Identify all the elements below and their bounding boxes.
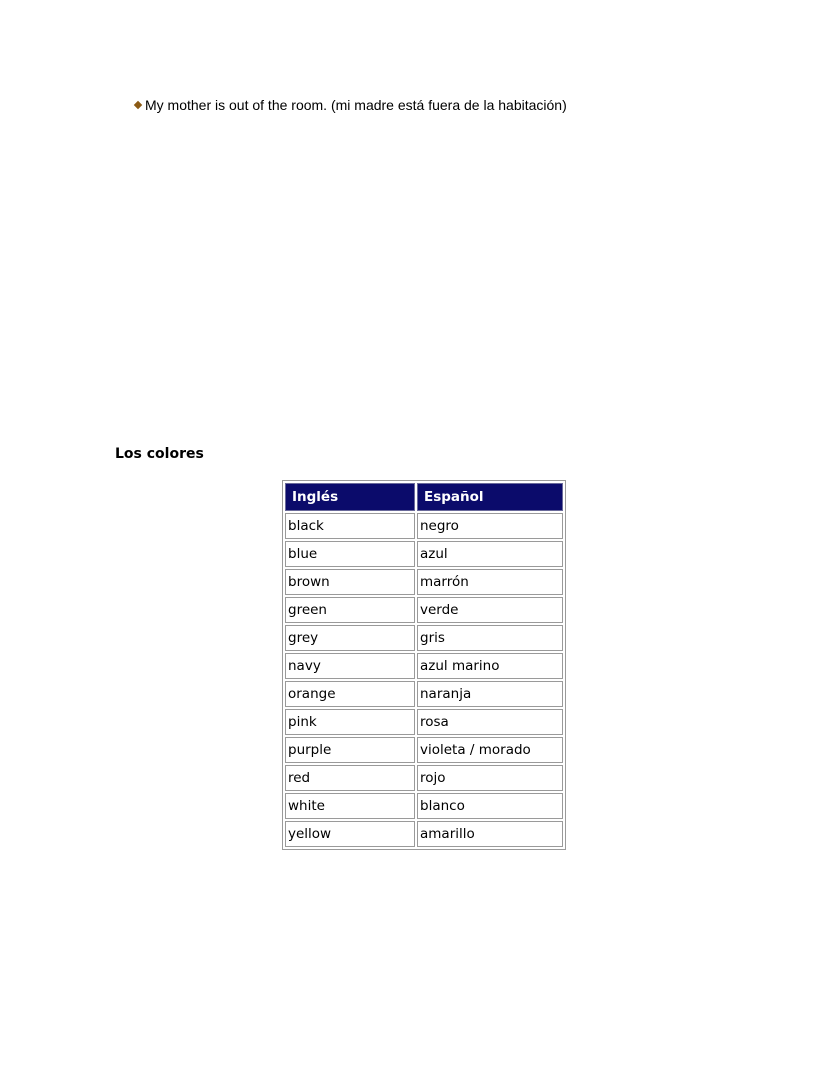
diamond-bullet-icon [134, 101, 142, 109]
cell-english: blue [285, 541, 415, 567]
header-spanish: Español [417, 483, 563, 511]
cell-spanish: marrón [417, 569, 563, 595]
table-header-row [285, 483, 563, 511]
cell-english: brown [285, 569, 415, 595]
table-row [285, 541, 563, 567]
table-row [285, 709, 563, 735]
cell-spanish: blanco [417, 793, 563, 819]
section-title: Los colores [115, 446, 204, 462]
cell-spanish: naranja [417, 681, 563, 707]
cell-english: green [285, 597, 415, 623]
cell-english: pink [285, 709, 415, 735]
cell-english: grey [285, 625, 415, 651]
table-row [285, 597, 563, 623]
cell-english: white [285, 793, 415, 819]
cell-spanish: negro [417, 513, 563, 539]
cell-spanish: rojo [417, 765, 563, 791]
header-english: Inglés [285, 483, 415, 511]
table-row [285, 793, 563, 819]
cell-english: navy [285, 653, 415, 679]
table-row [285, 569, 563, 595]
table-row [285, 681, 563, 707]
table-row [285, 625, 563, 651]
cell-spanish: amarillo [417, 821, 563, 847]
table-row [285, 765, 563, 791]
cell-english: orange [285, 681, 415, 707]
table-row [285, 821, 563, 847]
cell-spanish: gris [417, 625, 563, 651]
cell-spanish: verde [417, 597, 563, 623]
cell-spanish: violeta / morado [417, 737, 563, 763]
bullet-item [133, 96, 567, 114]
table-row [285, 653, 563, 679]
cell-spanish: rosa [417, 709, 563, 735]
cell-english: red [285, 765, 415, 791]
colors-table [282, 480, 566, 850]
cell-spanish: azul marino [417, 653, 563, 679]
bullet-text: My mother is out of the room. (mi madre está fuera de la habitación) [145, 97, 567, 113]
cell-spanish: azul [417, 541, 563, 567]
cell-english: purple [285, 737, 415, 763]
table-row [285, 513, 563, 539]
cell-english: yellow [285, 821, 415, 847]
cell-english: black [285, 513, 415, 539]
table-row [285, 737, 563, 763]
